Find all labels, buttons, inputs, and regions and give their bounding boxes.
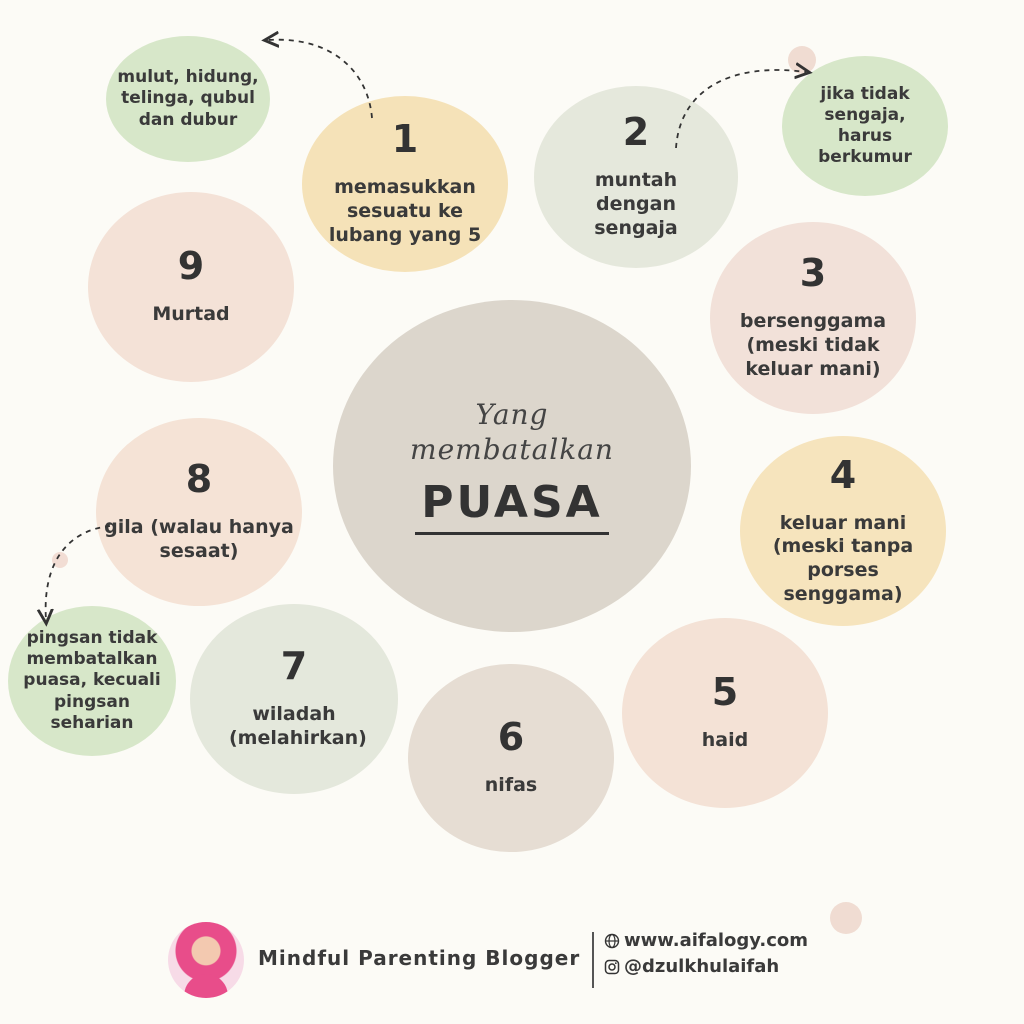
arrow-item1-to-note <box>268 40 372 118</box>
item-number: 4 <box>829 452 857 497</box>
item-number: 3 <box>799 251 827 296</box>
instagram-row[interactable] <box>604 956 779 977</box>
item-text: Murtad <box>152 303 230 326</box>
item-text: bersenggama (meski tidak keluar mani) <box>739 310 887 380</box>
item-number: 2 <box>622 110 650 155</box>
item-text: nifas <box>484 774 538 797</box>
item-number: 6 <box>497 715 525 760</box>
item-number: 8 <box>185 457 213 502</box>
item-number: 1 <box>391 117 419 162</box>
item-text: haid <box>701 729 749 752</box>
footer <box>0 918 1024 998</box>
item-number: 5 <box>711 670 739 715</box>
title-line-1: Yang <box>475 398 549 431</box>
note-text: jika tidak sengaja, harus berkumur <box>818 83 912 168</box>
item-text: keluar mani (meski tanpa porses senggama) <box>772 511 914 605</box>
item-text: memasukkan sesuatu ke lubang yang 5 <box>328 176 482 246</box>
website-row[interactable] <box>604 930 808 951</box>
globe-icon <box>604 933 620 949</box>
note-text: mulut, hidung, telinga, qubul dan dubur <box>117 67 259 130</box>
avatar-body <box>184 974 228 998</box>
avatar <box>168 922 244 998</box>
instagram-icon <box>604 959 620 975</box>
item-text: wiladah (melahirkan) <box>229 703 367 749</box>
instagram-handle[interactable]: @dzulkhulaifah <box>624 956 780 977</box>
website-link[interactable]: www.aifalogy.com <box>624 930 808 951</box>
item-text: muntah dengan sengaja <box>594 169 678 239</box>
item-number: 7 <box>280 644 308 689</box>
arrow-item2-to-note <box>676 70 806 148</box>
item-text: gila (walau hanya sesaat) <box>104 516 294 562</box>
item-number: 9 <box>177 244 205 289</box>
title-main: PUASA <box>415 477 608 535</box>
arrow-item8-to-note <box>46 526 110 620</box>
title-line-2: membatalkan <box>410 433 614 466</box>
note-text: pingsan tidak membatalkan puasa, kecuali pingsan seharian <box>23 627 161 733</box>
blogger-label: Mindful Parenting Blogger <box>258 946 581 970</box>
footer-divider <box>592 932 594 988</box>
